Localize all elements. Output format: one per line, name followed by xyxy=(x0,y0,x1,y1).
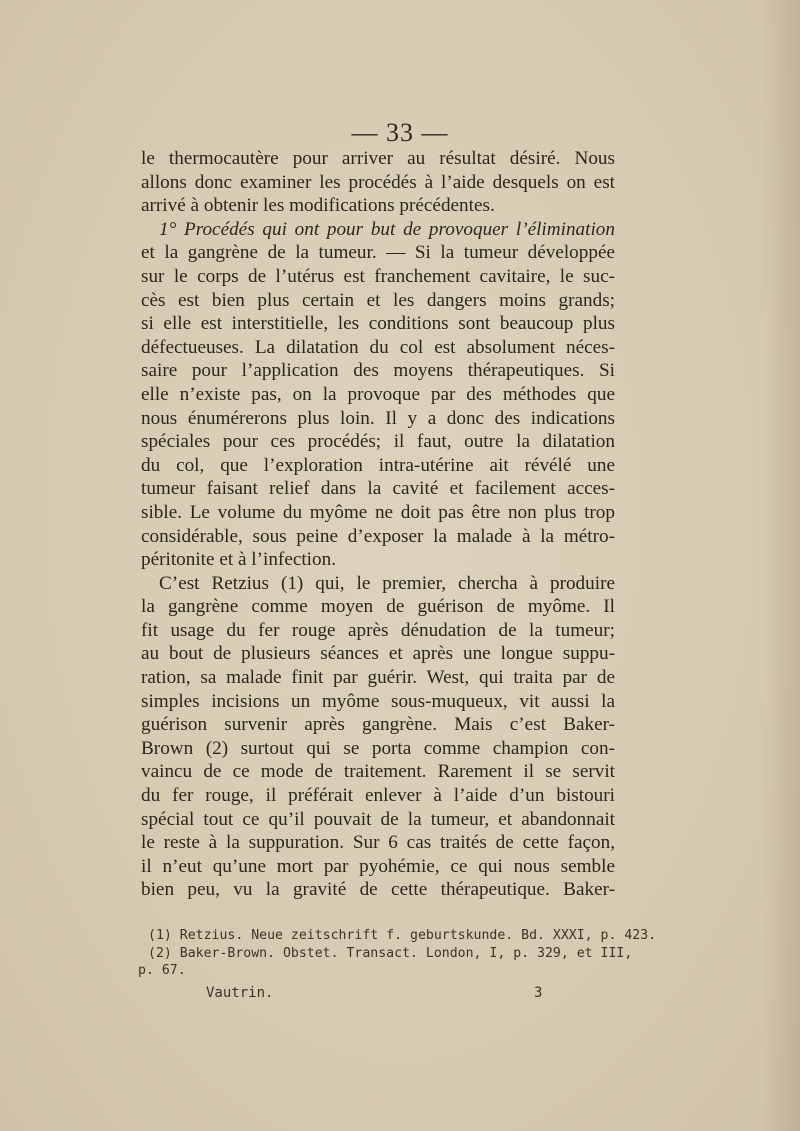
text-line: vaincu de ce mode de traitement. Rarement il se servit xyxy=(141,761,615,783)
text-line: sur le corps de l’utérus est franchement cavitaire, le suc- xyxy=(141,265,615,287)
text-line: C’est Retzius (1) qui, le premier, chercha à produire xyxy=(159,572,615,594)
text-line: tumeur faisant relief dans la cavité et facilement acces- xyxy=(141,478,615,500)
text-line: fit usage du fer rouge après dénudation de la tumeur; xyxy=(141,619,615,641)
text-line: guérison survenir après gangrène. Mais c’est Baker- xyxy=(141,714,615,736)
text-line: le reste à la suppuration. Sur 6 cas traités de cette façon, xyxy=(141,832,615,854)
text-line: Brown (2) surtout qui se porta comme champion con- xyxy=(141,737,615,759)
text-line: arrivé à obtenir les modifications précédentes. xyxy=(141,195,495,217)
text-line: ration, sa malade finit par guérir. West, qui traita par de xyxy=(141,667,615,689)
section-heading: 1° Procédés qui ont pour but de provoquer l’élimination xyxy=(159,218,615,240)
text-line: saire pour l’application des moyens thérapeutiques. Si xyxy=(141,360,615,382)
footnote-2: (2) Baker-Brown. Obstet. Transact. London, I, p. 329, et III, xyxy=(148,945,633,961)
page-edge-shadow xyxy=(762,0,800,1131)
text-line: la gangrène comme moyen de guérison de myôme. Il xyxy=(141,596,615,618)
signature-row xyxy=(0,985,800,1005)
text-line: au bout de plusieurs séances et après une longue suppu- xyxy=(141,643,615,665)
text-line: il n’eut qu’une mort par pyohémie, ce qui nous semble xyxy=(141,855,615,877)
text-line: cès est bien plus certain et les dangers moins grands; xyxy=(141,289,615,311)
text-line: péritonite et à l’infection. xyxy=(141,549,336,571)
signature-author: Vautrin. xyxy=(206,985,274,1001)
text-line: simples incisions un myôme sous-muqueux, vit aussi la xyxy=(141,690,615,712)
text-line: le thermocautère pour arriver au résultat désiré. Nous xyxy=(141,148,615,169)
text-line: bien peu, vu la gravité de cette thérapeutique. Baker- xyxy=(141,879,615,901)
text-line: elle n’existe pas, on la provoque par des méthodes que xyxy=(141,383,615,405)
text-line: et la gangrène de la tumeur. — Si la tumeur développée xyxy=(141,242,615,264)
text-line: considérable, sous peine d’exposer la malade à la métro- xyxy=(141,525,615,547)
signature-sheet-number: 3 xyxy=(534,985,543,1001)
footnote-1: (1) Retzius. Neue zeitschrift f. geburtskunde. Bd. XXXI, p. 423. xyxy=(148,928,657,943)
text-line: du fer rouge, il préférait enlever à l’aide d’un bistouri xyxy=(141,785,615,807)
text-line: spéciales pour ces procédés; il faut, outre la dilatation xyxy=(141,431,615,453)
text-line: sible. Le volume du myôme ne doit pas être non plus trop xyxy=(141,501,615,523)
text-line: allons donc examiner les procédés à l’aide desquels on est xyxy=(141,171,615,193)
text-line-italic-heading xyxy=(141,218,615,242)
body-text xyxy=(141,147,615,902)
text-line: si elle est interstitielle, les conditions sont beaucoup plus xyxy=(141,313,615,335)
text-line: du col, que l’exploration intra-utérine ait révélé une xyxy=(141,454,615,476)
page-number: — 33 — xyxy=(351,118,449,147)
footnote-2-continuation: p. 67. xyxy=(138,963,186,978)
text-line: spécial tout ce qu’il pouvait de la tumeur, et abandonnait xyxy=(141,808,615,830)
text-line: défectueuses. La dilatation du col est absolument néces- xyxy=(141,336,615,358)
text-line: nous énumérerons plus loin. Il y a donc des indications xyxy=(141,407,615,429)
footnotes xyxy=(138,927,657,980)
